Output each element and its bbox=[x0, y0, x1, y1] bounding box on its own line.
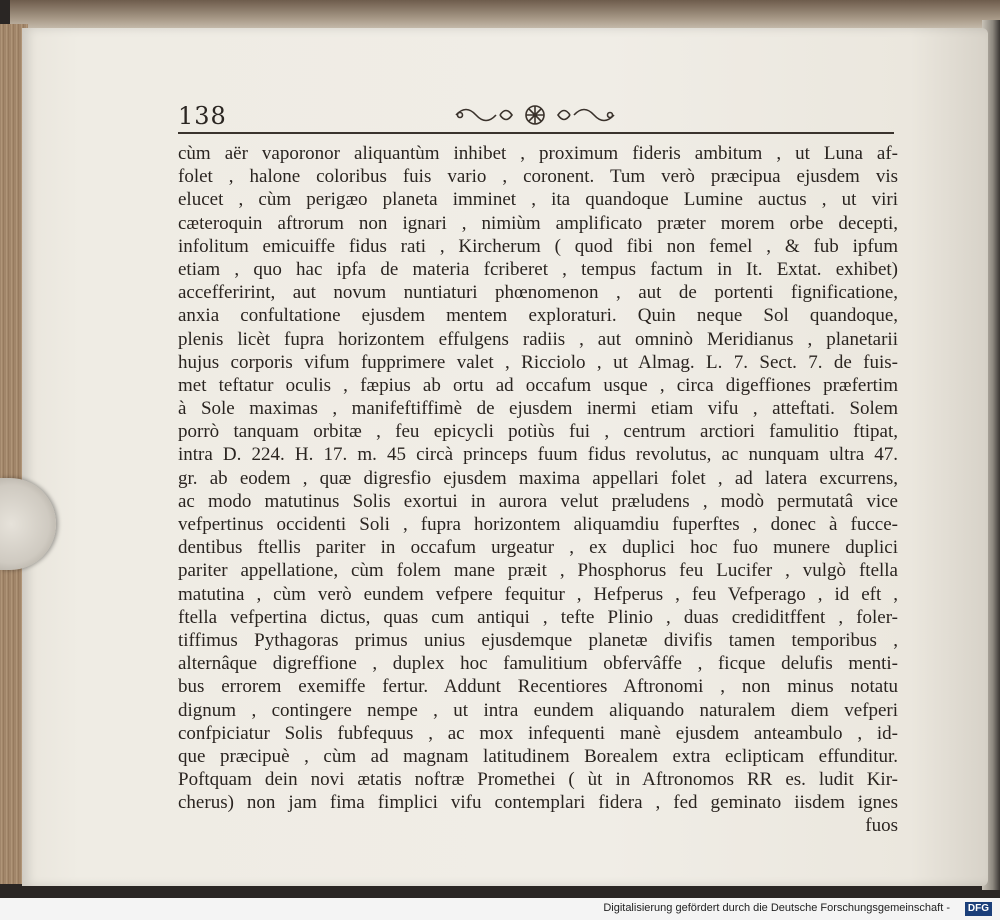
text-line: etiam , quo hac ipfa de materia fcriberet , tempus factum in It. Extat. exhibet) bbox=[178, 258, 898, 280]
text-line: hujus corporis vifum fupprimere valet , Ricciolo , ut Almag. L. 7. Sect. 7. de fuis- bbox=[178, 351, 898, 373]
text-line: cùm aër vaporonor aliquantùm inhibet , proximum fideris ambitum , ut Luna af- bbox=[178, 143, 898, 164]
text-line: accefferirint, aut novum nuntiaturi phœnomenon , aut de portenti fignificatione, bbox=[178, 282, 898, 304]
text-line: ac modo matutinus Solis exortui in aurora velut præludens , modò permutatâ vice bbox=[178, 490, 898, 512]
text-line: anxia confultatione ejusdem mentem exploraturi. Quin neque Sol quandoque, bbox=[178, 305, 898, 327]
text-line: confpiciatur Solis fubfequus , ac mox infequenti manè ejusdem anteambulo , id- bbox=[178, 722, 898, 744]
printers-ornament-icon bbox=[450, 100, 620, 130]
text-line: alternâque digreffione , duplex hoc famulitium obfervâffe , ficque delufis menti- bbox=[178, 653, 898, 675]
text-line: porrò tanquam orbitæ , feu epicycli potiùs fui , centrum arctiori famulitio ftipat, bbox=[178, 421, 898, 443]
text-line: tiffimus Pythagoras primus unius ejusdemque planetæ divifis tamen temporibus , bbox=[178, 629, 898, 651]
page-header bbox=[178, 96, 894, 136]
text-line: à Sole maximas , manifeftiffimè de ejusdem inermi etiam vifu , atteftati. Solem bbox=[178, 398, 898, 420]
dfg-logo: DFG bbox=[965, 902, 992, 916]
text-line: intra D. 224. H. 17. m. 45 circà princeps fuum fidus revolutus, ac nunquam ultra 47. bbox=[178, 444, 898, 466]
text-line: ftella vefpertina dictus, quas cum antiqui , tefte Plinio , duas crediditffent , foler- bbox=[178, 606, 898, 628]
text-line: cæteroquin aftrorum non ignari , nimiùm amplificato præter morem orbe decepti, bbox=[178, 212, 898, 234]
text-line: pariter appellatione, cùm folem mane præit , Phosphorus feu Lucifer , vulgò ftella bbox=[178, 560, 898, 582]
header-rule bbox=[178, 132, 894, 134]
text-line: que præcipuè , cùm ad magnam latitudinem Borealem extra eclipticam effunditur. bbox=[178, 745, 898, 767]
text-line: fuos bbox=[865, 815, 898, 837]
text-line: met teftatur oculis , fæpius ab ortu ad occafum usque , circa digeffiones præfertim bbox=[178, 374, 898, 396]
text-line: cherus) non jam fima fimplici vifu contemplari fidera , fed geminato iisdem ignes bbox=[178, 792, 898, 814]
page-number: 138 bbox=[178, 102, 227, 130]
text-line: vefpertinus occidenti Soli , fupra horizontem aliquamdiu fuperftes , donec à fucce- bbox=[178, 514, 898, 535]
text-line: dignum , contingere nempe , ut intra eundem aliquando naturalem diem vefperi bbox=[178, 699, 898, 721]
text-line: infolitum emicuiffe fidus rati , Kircherum ( quod fibi non femel , & fub ipfum bbox=[178, 235, 898, 257]
funding-credit: Digitalisierung gefördert durch die Deutsche Forschungsgemeinschaft - bbox=[603, 902, 950, 914]
text-line: bus errorem exemiffe fertur. Addunt Recentiores Aftronomi , non minus notatu bbox=[178, 676, 898, 698]
text-line: Poftquam dein novi ætatis noftræ Promethei ( ùt in Aftronomos RR es. ludit Kir- bbox=[178, 769, 898, 791]
text-line: folet , halone coloribus fuis vario , coronent. Tum verò præcipua ejusdem vis bbox=[178, 166, 898, 188]
text-line: dentibus ftellis pariter in occafum urgeatur , ex duplici hoc fuo munere duplici bbox=[178, 537, 898, 559]
text-line: gr. ab eodem , quæ digresfio ejusdem maxima appellari folet , ad latera excurrens, bbox=[178, 467, 898, 489]
text-line: plenis licèt fupra horizontem effulgens radiis , aut omninò Meridianus , planetarii bbox=[178, 328, 898, 350]
footer-bar bbox=[0, 898, 1000, 920]
text-line: elucet , cùm perigæo planeta imminet , ita quandoque Lumine auctus , ut viri bbox=[178, 189, 898, 211]
body-text bbox=[178, 142, 898, 838]
text-line: matutina , cùm verò eundem vefpere fequitur , Hefperus , feu Vefperago , id eft , bbox=[178, 583, 898, 605]
